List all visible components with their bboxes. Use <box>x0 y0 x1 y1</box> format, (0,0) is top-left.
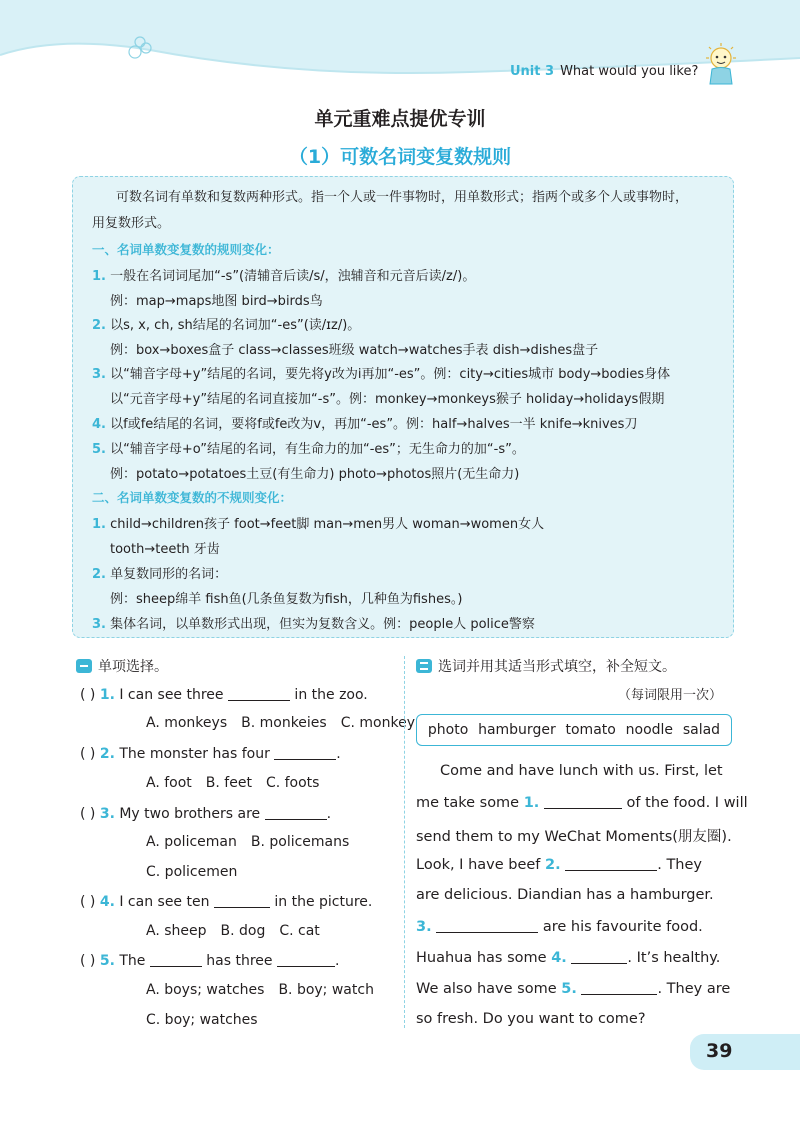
option-c[interactable]: C. monkey <box>340 715 415 731</box>
question-4-options <box>146 923 334 939</box>
answer-blank[interactable] <box>277 952 335 967</box>
question-text-post: in the zoo. <box>289 687 368 703</box>
answer-blank[interactable] <box>571 949 627 964</box>
passage-line-2 <box>416 794 748 811</box>
passage-text: are his favourite food. <box>538 919 703 935</box>
question-number: 5. <box>99 953 115 969</box>
unit-label: Unit 3 <box>510 64 555 79</box>
option-c[interactable]: C. boy; watches <box>146 1012 258 1028</box>
column-divider <box>404 656 405 1028</box>
question-text-post: in the picture. <box>269 894 373 910</box>
answer-paren[interactable]: ( ) <box>80 746 96 762</box>
rule-number: 3. <box>92 617 106 632</box>
word-bank-item: hamburger <box>478 722 556 738</box>
rule-number: 1. <box>92 269 106 284</box>
question-5 <box>80 952 339 969</box>
passage-text: me take some <box>416 795 524 811</box>
question-number: 4. <box>99 894 115 910</box>
header-wave <box>0 0 800 105</box>
section2-title-text: 选词并用其适当形式填空，补全短文。 <box>438 659 676 675</box>
answer-blank[interactable] <box>565 856 657 871</box>
intro-line-2: 用复数形式。 <box>92 216 171 231</box>
question-text-post: . <box>326 806 332 822</box>
question-number: 1. <box>99 687 115 703</box>
unit-header <box>510 64 698 79</box>
question-2-options <box>146 775 333 791</box>
question-number: 2. <box>99 746 115 762</box>
irregular-1 <box>92 513 544 532</box>
rule-text: 以“辅音字母+o”结尾的名词，有生命力的加“-es”；无生命力的加“-s”。 <box>110 442 525 457</box>
blank-number: 3. <box>416 919 432 935</box>
word-bank-item: photo <box>427 722 469 738</box>
section1-title-text: 单项选择。 <box>98 659 168 675</box>
answer-blank[interactable] <box>150 952 202 967</box>
passage-text: We also have some <box>416 981 562 997</box>
option-b[interactable]: B. dog <box>220 923 266 939</box>
passage-text: Huahua has some <box>416 950 552 966</box>
rule-4 <box>92 413 637 432</box>
irregular-2-example: 例：sheep绵羊 fish鱼(几条鱼复数为fish，几种鱼为fishes。) <box>110 592 463 607</box>
answer-blank[interactable] <box>436 918 538 933</box>
rule-1-example: 例：map→maps地图 bird→birds鸟 <box>110 294 323 309</box>
answer-paren[interactable]: ( ) <box>80 687 96 703</box>
rule-text: 一般在名词词尾加“-s”(清辅音后读/s/，浊辅音和元音后读/z/)。 <box>110 269 476 284</box>
blank-number: 1. <box>523 795 540 811</box>
option-a[interactable]: A. monkeys <box>146 715 228 731</box>
option-a[interactable]: A. boys; watches <box>146 982 265 998</box>
blank-number: 5. <box>561 981 577 997</box>
option-b[interactable]: B. feet <box>205 775 252 791</box>
question-1-options <box>146 715 429 731</box>
question-number: 3. <box>99 806 115 822</box>
question-text-pre: My two brothers are <box>119 806 265 822</box>
option-c[interactable]: C. policemen <box>146 864 238 880</box>
word-bank-item: salad <box>682 722 721 738</box>
option-c[interactable]: C. foots <box>265 775 320 791</box>
rule-number: 2. <box>92 318 106 333</box>
question-5-option-c <box>146 1012 272 1028</box>
rule-text: 以s, x, ch, sh结尾的名词加“-es”(读/ɪz/)。 <box>110 318 361 333</box>
rules-heading-regular: 一、名词单数变复数的规则变化： <box>92 242 280 257</box>
rule-text: 集体名词，以单数形式出现，但实为复数含义。例：people人 police警察 <box>110 617 535 632</box>
rule-2 <box>92 314 360 333</box>
rule-5 <box>92 438 525 457</box>
rule-text: 以f或fe结尾的名词，要将f或fe改为v，再加“-es”。例：half→halves一半 knife→knives刀 <box>110 417 638 432</box>
rule-5-example: 例：potato→potatoes土豆(有生命力) photo→photos照片(无生命力) <box>110 467 520 482</box>
question-5-options <box>146 982 388 998</box>
passage-line-6 <box>416 918 703 935</box>
section2-note: （每词限用一次） <box>618 688 723 703</box>
option-c[interactable]: C. cat <box>279 923 320 939</box>
rule-1 <box>92 265 475 284</box>
page-subtitle: （1）可数名词变复数规则 <box>288 146 512 168</box>
section2-title <box>416 656 676 676</box>
option-b[interactable]: B. boy; watch <box>278 982 374 998</box>
blank-number: 4. <box>551 950 567 966</box>
passage-line-3: send them to my WeChat Moments(朋友圈). <box>416 829 732 845</box>
passage-line-5: are delicious. Diandian has a hamburger. <box>416 887 714 903</box>
rule-3-vowel: 以“元音字母+y”结尾的名词直接加“-s”。例：monkey→monkeys猴子 holiday→holidays假期 <box>110 392 665 407</box>
word-bank <box>416 714 732 746</box>
rules-heading-irregular: 二、名词单数变复数的不规则变化： <box>92 490 293 505</box>
option-a[interactable]: A. policeman <box>146 834 237 850</box>
rule-3 <box>92 363 670 382</box>
answer-blank[interactable] <box>544 794 622 809</box>
question-1 <box>80 686 368 703</box>
answer-blank[interactable] <box>214 893 270 908</box>
question-text-post: . <box>334 953 340 969</box>
question-2 <box>80 745 341 762</box>
option-a[interactable]: A. foot <box>146 775 192 791</box>
answer-paren[interactable]: ( ) <box>80 953 96 969</box>
passage-line-1: Come and have lunch with us. First, let <box>440 763 723 779</box>
answer-blank[interactable] <box>265 805 327 820</box>
rule-2-example: 例：box→boxes盒子 class→classes班级 watch→watches手表 dish→dishes盘子 <box>110 343 599 358</box>
rule-text: 单复数同形的名词： <box>110 567 228 582</box>
section-two-icon <box>416 659 432 673</box>
word-bank-item: noodle <box>625 722 674 738</box>
passage-text: . They <box>657 857 703 873</box>
irregular-1-b: tooth→teeth 牙齿 <box>110 542 220 557</box>
passage-text: . It’s healthy. <box>627 950 721 966</box>
rule-number: 5. <box>92 442 106 457</box>
answer-paren[interactable]: ( ) <box>80 806 96 822</box>
irregular-2 <box>92 563 227 582</box>
option-b[interactable]: B. monkeies <box>241 715 327 731</box>
rule-number: 3. <box>92 367 106 382</box>
question-text-pre: I can see three <box>119 687 228 703</box>
rule-number: 4. <box>92 417 106 432</box>
question-3-option-c <box>146 864 251 880</box>
option-b[interactable]: B. policemans <box>250 834 350 850</box>
question-4 <box>80 893 372 910</box>
mascot-icon <box>700 42 742 88</box>
irregular-3 <box>92 613 535 632</box>
passage-text: of the food. I will <box>621 795 748 811</box>
question-3-options <box>146 834 363 850</box>
page-number-tab <box>690 1034 800 1070</box>
option-a[interactable]: A. sheep <box>146 923 207 939</box>
question-text-post: . <box>336 746 341 762</box>
passage-line-7 <box>416 949 720 966</box>
question-text-pre: I can see ten <box>119 894 214 910</box>
answer-blank[interactable] <box>581 980 657 995</box>
section-one-icon <box>76 659 92 673</box>
passage-line-4 <box>416 856 702 873</box>
unit-title: What would you like? <box>560 64 699 79</box>
answer-blank[interactable] <box>274 745 336 760</box>
passage-text: . They are <box>657 981 731 997</box>
question-text-mid: has three <box>201 953 277 969</box>
passage-line-8 <box>416 980 730 997</box>
question-text-pre: The <box>119 953 150 969</box>
rule-text: 以“辅音字母+y”结尾的名词，要先将y改为i再加“-es”。例：city→cities城市 body→bodies身体 <box>110 367 671 382</box>
page-number: 39 <box>706 1040 733 1062</box>
answer-paren[interactable]: ( ) <box>80 894 96 910</box>
passage-line-9: so fresh. Do you want to come? <box>416 1011 646 1027</box>
question-text-pre: The monster has four <box>119 746 275 762</box>
question-3 <box>80 805 331 822</box>
blank-number: 2. <box>545 857 561 873</box>
rule-number: 2. <box>92 567 106 582</box>
section1-title <box>76 656 168 676</box>
intro-line-1: 可数名词有单数和复数两种形式。指一个人或一件事物时，用单数形式；指两个或多个人或事物时， <box>116 190 689 205</box>
rule-text: child→children孩子 foot→feet脚 man→men男人 woman→women女人 <box>110 517 545 532</box>
answer-blank[interactable] <box>228 686 290 701</box>
page-title: 单元重难点提优专训 <box>314 108 486 130</box>
rule-number: 1. <box>92 517 106 532</box>
passage-text: Look, I have beef <box>416 857 546 873</box>
word-bank-item: tomato <box>565 722 616 738</box>
